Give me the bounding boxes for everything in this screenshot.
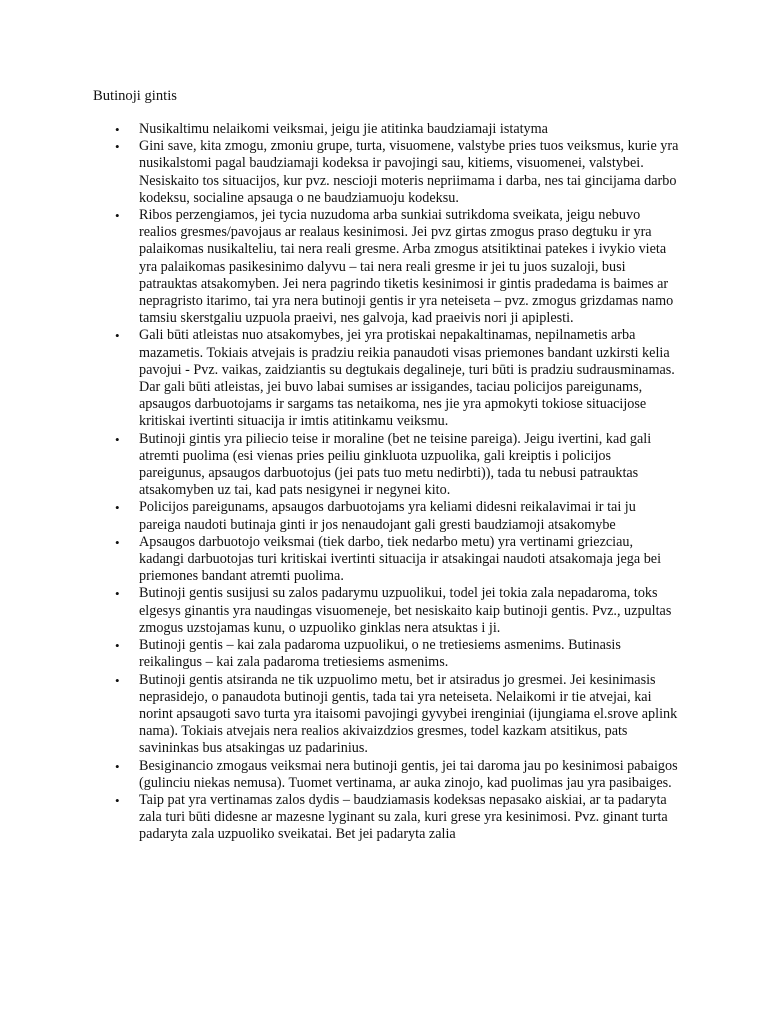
list-item-text: Butinoji gentis susijusi su zalos padarymu uzpuolikui, todel jei tokia zala nepadaroma, toks elgesys ginantis yra naudingas visuomeneje, bet nesiskaito kaip butinoji gentis. Pvz., uzpultas zmogus uzstojamas kunu, o uzpuoliko ginklas nera atsuktas i ji.: [139, 585, 672, 636]
bullet-icon: •: [115, 672, 120, 688]
bullet-icon: •: [115, 534, 120, 550]
document-title: Butinoji gintis: [93, 88, 177, 104]
list-item: [93, 534, 679, 586]
list-item: [93, 758, 679, 792]
list-item-text: Taip pat yra vertinamas zalos dydis – baudziamasis kodeksas nepasako aiskiai, ar ta padaryta zala turi būti didesne ar mazesne lyginant su zala, kuri grese yra kesinimosi. Pvz. ginant turta padaryta zala uzpuoliko sveikatai. Bet jei padaryta zalia: [139, 791, 668, 843]
list-item-text: Butinoji gintis yra piliecio teise ir moraline (bet ne teisine pareiga). Jeigu ivertini, kad gali atremti puolima (esi vienas pries peiliu ginkluota uzpuolika, gali kreiptis i policijos pareigunus, apsaugos darbuotojus (jei pats tuo metu nedirbti)), tada tu nebusi patrauktas atsakomyben uz tai, kad pats nesigynei ir negynei kito.: [139, 430, 652, 499]
bullet-icon: •: [115, 792, 120, 808]
bullet-icon: •: [115, 500, 120, 516]
list-item: [93, 672, 679, 758]
list-item-text: Butinoji gentis atsiranda ne tik uzpuolimo metu, bet ir atsiradus jo gresmei. Jei kesinimasis neprasidejo, o panaudota butinoji gentis, tada tai yra neteiseta. Nelaikomi ir tie atvejai, kai norint apsaugoti savo turta yra itaisomi pavojingi gyvybei irenginiai (ijungiama el.srove aplink nama). Tokiais atvejais nera realios akivaizdzios gresmes, todel kazkam atsitikus, pats savininkas bus atsakingas uz padarinius.: [139, 671, 678, 757]
list-item-text: Policijos pareigunams, apsaugos darbuotojams yra keliami didesni reikalavimai ir tai ju pareiga naudoti butinaja ginti ir jos nenaudojant gali gresti baudziamoji atsakomybe: [139, 499, 636, 533]
list-item: [93, 138, 679, 207]
bullet-icon: •: [115, 758, 120, 774]
bullet-list: [93, 121, 679, 844]
bullet-icon: •: [115, 638, 120, 654]
list-item: [93, 499, 679, 533]
list-item: [93, 121, 679, 138]
bullet-icon: •: [115, 586, 120, 602]
list-item-text: Gini save, kita zmogu, zmoniu grupe, turta, visuomene, valstybe pries tuos veiksmus, kurie yra nusikalstomi pagal baudziamaji kodeksa ir pavojingi sau, kitiems, visuomenei, valstybei. Nesiskaito tos situacijos, kur pvz. nescioji moteris nepriimama i darba, nes tai gincijama darbo kodeksu, socialine apsauga o ne baudziamuoju kodeksu.: [139, 138, 679, 206]
bullet-icon: •: [115, 122, 120, 137]
bullet-icon: •: [115, 208, 120, 224]
list-item: [93, 585, 679, 637]
list-item-text: Apsaugos darbuotojo veiksmai (tiek darbo, tiek nedarbo metu) yra vertinami griezciau, kadangi darbuotojas turi kritiskai ivertinti situacija ir atsakingai naudoti atsakomaja jega bei priemones bandant atremti puolima.: [139, 533, 662, 585]
list-item-text: Nusikaltimu nelaikomi veiksmai, jeigu jie atitinka baudziamaji istatyma: [139, 121, 548, 137]
bullet-icon: •: [115, 431, 120, 447]
list-item: [93, 792, 679, 844]
list-item-text: Besiginancio zmogaus veiksmai nera butinoji gentis, jei tai daroma jau po kesinimosi pabaigos (gulinciu niekas nemusa). Tuomet vertinama, ar auka zinojo, kad puolimas jau yra pasibaiges.: [139, 757, 678, 791]
list-item-text: Gali būti atleistas nuo atsakomybes, jei yra protiskai nepakaltinamas, nepilnametis arba mazametis. Tokiais atvejais is pradziu reikia panaudoti visas priemones bandant uzkirsti kelia pavojui - Pvz. vaikas, zaidziantis su degtukais degalineje, turi būti is pradziu sudrausminamas. Dar gali būti atleistas, jei buvo labai sumises ar issigandes, taciau policijos pareigunams, apsaugos darbuotojams ir sargams tas netaikoma, nes jie yra apmokyti tokiose situacijose kritiskai ivertinti situacija ir imtis atitinkamu veiksmu.: [139, 327, 675, 430]
list-item: [93, 637, 679, 671]
bullet-icon: •: [115, 328, 120, 344]
list-item: [93, 327, 679, 430]
list-item: [93, 431, 679, 500]
list-item-text: Butinoji gentis – kai zala padaroma uzpuolikui, o ne tretiesiems asmenims. Butinasis reikalingus – kai zala padaroma tretiesiems asmenims.: [139, 637, 621, 671]
list-item: [93, 207, 679, 327]
bullet-icon: •: [115, 139, 120, 155]
list-item-text: Ribos perzengiamos, jei tycia nuzudoma arba sunkiai sutrikdoma sveikata, jeigu nebuvo realios gresmes/pavojaus ar realaus kesinimosi. Jei pvz girtas zmogus praso degtuku ir yra palaikomas nusikalteliu, tai nera reali gresme. Arba zmogus atsitiktinai patekes i ivykio vieta yra palaikomas pasikesinimo dalyvu – tai nera reali gresme ir jei tu juos suzaloji, busi patrauktas atsakomyben. Jei nera pagrindo tiketis kesinimosi ir gintis pradedama is baimes ar nepragristo itarimo, tai yra nera butinoji gentis ir yra neteiseta – pvz. zmogus grizdamas namo tamsiu skerstgaliu uzpuola praeivi, nes galvoja, kad praeivis nori ji apiplesti.: [139, 207, 674, 327]
